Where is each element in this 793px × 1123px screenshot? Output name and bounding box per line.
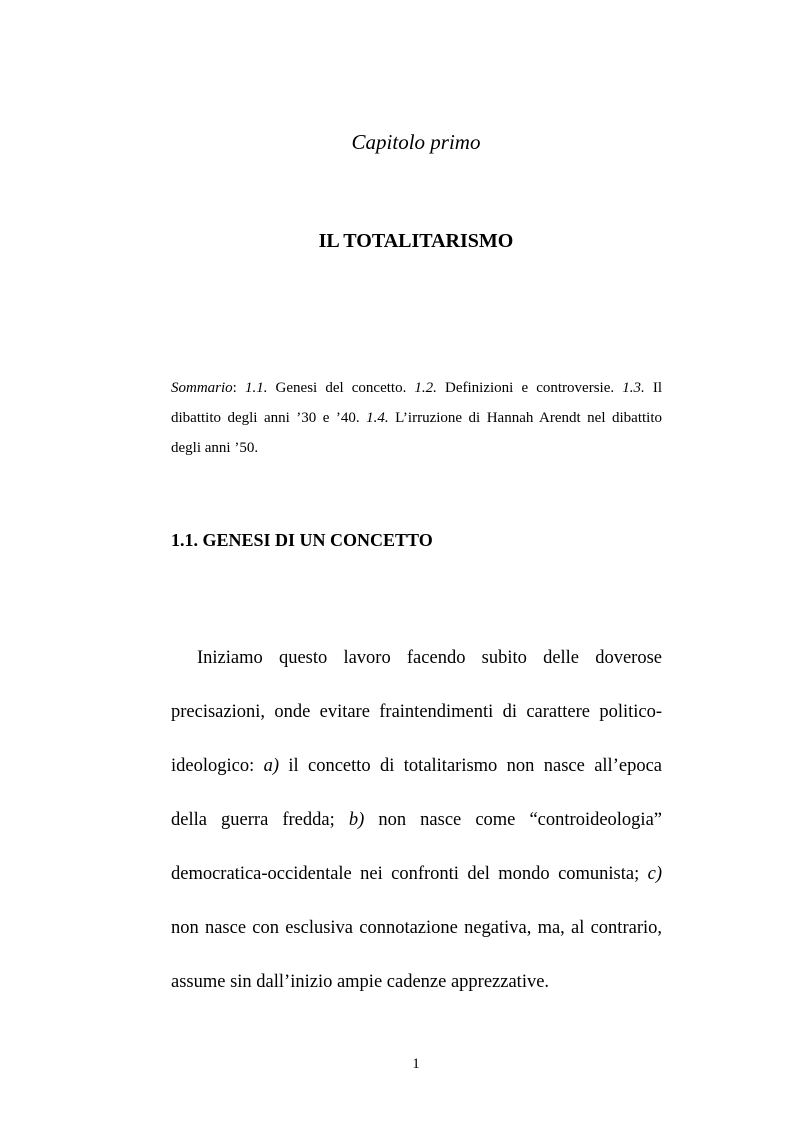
body-paragraph <box>171 631 662 1009</box>
list-marker-c: c) <box>647 864 662 884</box>
body-text-segment: non nasce con esclusiva connotazione negativa, ma, al contrario, assume sin dall’inizio ampie cadenze apprezzative. <box>171 918 662 992</box>
body-text-segment: Iniziamo questo lavoro facendo subito delle doverose precisazioni, onde evitare fraintendimenti di carattere politico-ideologico: <box>171 648 662 776</box>
summary-item-text: Definizioni e controversie. <box>436 380 623 396</box>
summary-colon: : <box>232 380 245 396</box>
body-text-segment: non nasce come “controideologia” democratica-occidentale nei confronti del mondo comunista; <box>171 810 662 884</box>
list-marker-b: b) <box>348 810 365 830</box>
page-number: 1 <box>412 1056 420 1072</box>
summary-item-number: 1.3. <box>622 380 645 396</box>
chapter-label: Capitolo primo <box>351 130 481 154</box>
list-marker-a: a) <box>263 756 280 776</box>
summary-label: Sommario <box>171 380 233 396</box>
summary-item-number: 1.2. <box>414 380 437 396</box>
summary-item-text: Il dibattito degli anni ’30 e ’40. <box>171 380 662 426</box>
summary-item-number: 1.1. <box>244 380 268 396</box>
summary-item-number: 1.4. <box>366 410 389 426</box>
body-text-segment: il concetto di totalitarismo non nasce all’epoca della guerra fredda; <box>171 756 662 830</box>
summary-item-text: Genesi del concetto. <box>267 380 415 396</box>
chapter-title: IL TOTALITARISMO <box>318 230 514 252</box>
summary-item-text: L’irruzione di Hannah Arendt nel dibattito degli anni ’50. <box>171 410 662 456</box>
section-heading: 1.1. GENESI DI UN CONCETTO <box>171 530 433 550</box>
chapter-summary <box>171 373 662 463</box>
